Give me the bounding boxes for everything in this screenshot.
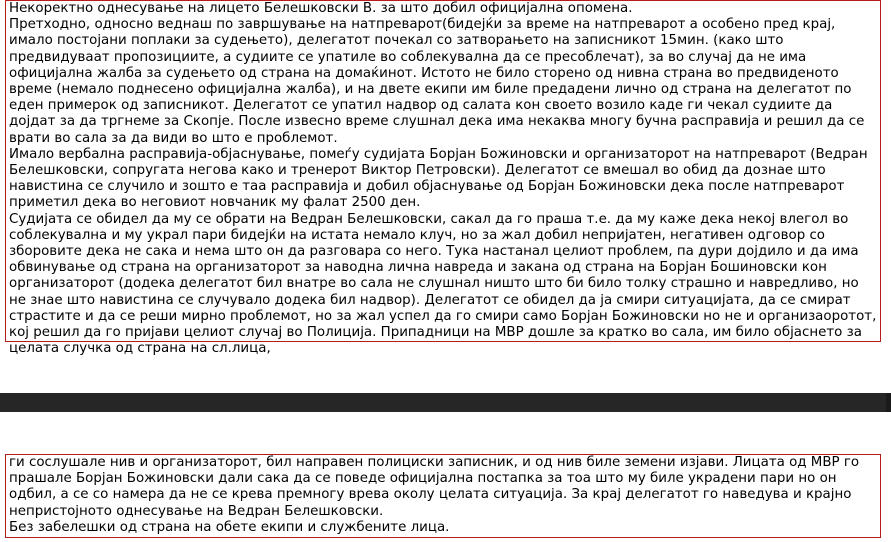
- paragraph-police-report: ги сослушале нив и организаторот, бил направен полициски записник, и од нив биле земени изјави. Лицата од МВР го прашале Борјан Божиновски дали сака да се поведе официјална постапка за тоа што му биле украдени пари но он одбил, а се со намера да не се крева премногу врева околу целата ситуација. За крај делегатот го наведува и крајно непристојното однесување на Ведран Белешковски.: [9, 455, 860, 519]
- paragraph-warning: Некоректно однесување на лицето Белешковски В. за што добил официјална опомена.: [9, 1, 633, 16]
- page-divider-bar: [0, 393, 891, 412]
- paragraph-argument: Имало вербална расправија-објаснување, помеѓу судијата Борјан Божиновски и организаторот на натпреварот (Ведран Белешковски, сопругата негова како и тренерот Виктор Петровски). Делегатот се вмешал во обид да дознае што навистина се случило и зошто е таа расправија и добил објаснување од Борјан Божиновски дека после натпреварот приметил дека во неговиот новчаник му фалат 2500 ден.: [9, 146, 868, 211]
- paragraph-police-call: Судијата се обидел да му се обрати на Ведран Белешковски, сакал да го праша т.е. да му каже дека некој влегол во соблекувална и му украл пари бидејќи на истата немало клуч, но за жал добил непријатен, негативен одговор со зборовите дека не сака и нема што он да разговара со него. Тука настанал целиот проблем, па дури дојдило и да има обвинување од страна на организаторот за наводна лична навреда и закана од страна на Борјан Бошиновски кон организаторот (додека делегатот бил внатре во сала не слушнал ништо што би било толку страшно и навредливо, но не знае што навистина се случувало додека бил надвор). Делегатот се обидел да ја смири ситуацијата, да се смират страстите и да се реши мирно проблемот, но за жал успел да го смири само Борјан Божиновски но не и организаоротот, кој решил да го пријави целиот случај во Полиција. Припадници на МВР дошле за кратко во сала, им било објаснето за целата случка од страна на сл.лица,: [9, 211, 877, 357]
- paragraph-background: Претходно, односно веднаш по завршување на натпреварот(бидејќи за време на натпреварот а особено пред крај, имало постојани поплаки за судењето), делегатот почекал со затворањето на записникот 15мин. (како што предвидуваат пропозициите, а судиите се упатиле во соблекувална да се пресоблечат), за во случај да не има официјална жалба за судењето од страна на домаќинот. Истото не било сторено од нивна страна во предвиденото време (немало поднесено официјална жалба), и на двете екипи им биле предадени лично од страна на делегатот по еден примерок од записникот. Делегатот се упатил надвор од салата кон своето возило каде ги чекал судиите да дојдат за да тргнеме за Скопје. После извесно време слушнал дека има некаква многу бучна расправија и решил да се врати во сала за да види во што е проблемот.: [9, 17, 865, 146]
- report-section-incident: [5, 0, 881, 357]
- paragraph-no-remarks: Без забелешки од страна на обете екипи и службените лица.: [9, 519, 450, 535]
- report-section-conclusion: [5, 454, 881, 538]
- divider-edge: [886, 393, 891, 412]
